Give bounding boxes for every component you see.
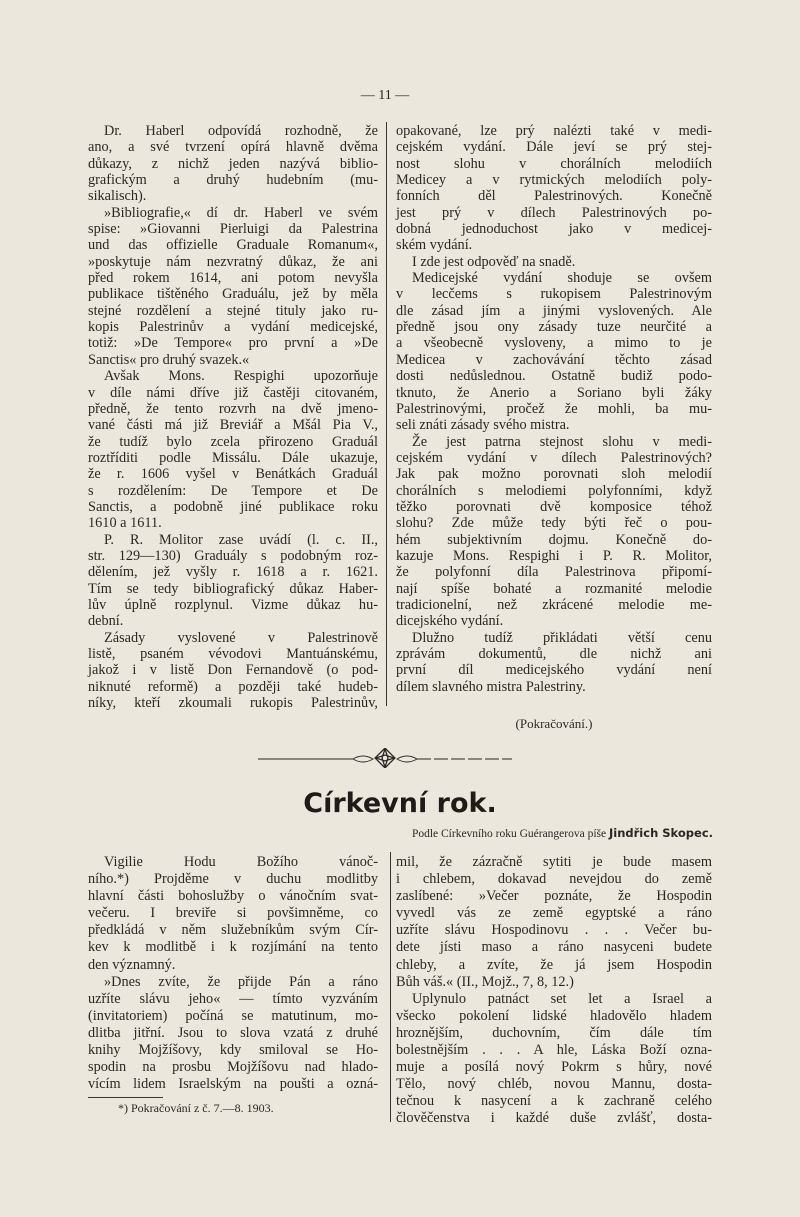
text-line: dicejského vydání. [396,613,504,630]
text-line: dle zásad jím a jinými vyslovených. Ale [396,302,712,319]
text-line: vyvedl vás ze země egyptské a ráno [396,905,712,922]
paragraph [88,974,378,1094]
text-line: zaslíbené: »Večer poznáte, že Hospodin [396,888,712,905]
text-line: ano, a své tvrzení opírá hlavně dvěma [88,139,378,156]
paragraph [88,630,378,712]
text-line: Avšak Mons. Respighi upozorňuje [104,368,378,385]
continued-note: (Pokračování.) [515,716,593,731]
text-line: knihy Mojžíšovy, kdy smiloval se Ho- [88,1042,378,1059]
text-line: dosti nedůslednou. Ostatně budiž podo- [396,368,712,385]
text-line: v lecčems s rukopisem Palestrinovým [396,286,712,303]
text-line: Dr. Haberl odpovídá rozhodně, že [104,123,378,139]
text-line: dílem slavného mistra Palestriny. [396,678,586,695]
text-line: den významný. [88,956,176,973]
article-byline [213,826,713,840]
text-line: s rozdělením: De Tempore et De [88,482,378,499]
paragraph [88,532,378,630]
text-line: i chlebem, dokavad nevejdou do země [396,871,712,888]
text-line: Tělo, nový chléb, novou Mannu, dosta- [396,1076,712,1093]
text-line: slohu? Zde může tedy býti řeč o pou- [396,515,712,532]
text-line: 1610 a 1611. [88,515,162,532]
paragraph [88,854,378,974]
text-line: chorálních s melodiemi polyfonními, když [396,482,712,499]
text-line: mil, že zázračně sytiti je bude masem [396,854,712,870]
text-line: und das offizielle Graduale Romanum«, [88,237,378,254]
text-line: dební. [88,613,124,630]
text-line: tradicionelní, než zkrácené melodie me- [396,596,712,613]
paragraph [88,205,378,368]
text-line: Uplynulo patnáct set let a Israel a [412,990,712,1007]
text-line: roztříditi podle Missálu. Dále ukazuje, [88,449,378,466]
paragraph [396,630,712,695]
text-line: »Bibliografie,« dí dr. Haberl ve svém [104,204,378,221]
text-line: spodin na prosbu Mojžíšovu nad hlado- [88,1059,378,1076]
text-line: hroznějším, duchovním, čím dále tím [396,1024,712,1041]
paragraph [396,254,712,270]
text-line: cejském vydání. Dále jeví se prý stej- [396,139,712,156]
upper-right-column [396,123,712,695]
text-line: důkazy, z nichž jeden nazývá biblio- [88,155,378,172]
article-subtitle: Podle Církevního roku Guérangerova píše [411,828,607,840]
paragraph [88,368,378,531]
text-line: člověčenstva i každé duše zvlášť, dosta- [396,1110,712,1127]
text-line: uzříte slávu Hospodinovu . . . Večer bu- [396,922,712,939]
ornament-divider [258,748,512,768]
text-line: první díl medicejského vydání není [396,662,712,679]
lower-left-column [88,854,378,1093]
text-line: nost slohu v chorálních melodiích [396,155,712,172]
text-line: večeru. I breviře si povšimněme, co [88,905,378,922]
text-line: Bůh váš.« (II., Mojž., 7, 8, 12.) [396,973,574,990]
article-title: Církevní rok. [303,788,497,819]
text-line: niknuté reformě) a později také hudeb- [88,678,378,695]
text-line: že r. 1606 vyšel v Benátkách Graduál [88,466,378,483]
text-line: Palestrinovými, pročež že mohli, ba mu- [396,400,712,417]
text-line: cejském vydání v dílech Palestrinových? [396,449,712,466]
paragraph [396,854,712,991]
footnote: *) Pokračování z č. 7.—8. 1903. [118,1101,274,1115]
text-line: str. 129—130) Graduály s podobným roz- [88,547,378,564]
text-line: předně, že tento rozvrh na dvě jmeno- [88,400,378,417]
text-line: stejné rozdělení a stejné tituly jako ru- [88,302,378,319]
paragraph [396,434,712,630]
text-line: Medicejské vydání shoduje se ovšem [412,270,712,287]
text-line: vané části má již Breviář a Mšál Pia V., [88,417,378,434]
text-line: že tudíž bylo zcela přirozeno Graduál [88,433,378,450]
column-divider [386,122,387,706]
text-line: před rokem 1614, ani potom nevyšla [88,270,378,287]
text-line: jakož i v listě Don Fernandově (o pod- [88,662,378,679]
text-line: Medicey a v rytmických melodiích poly- [396,172,712,189]
text-line: všecko pokolení lidské hladovělo hladem [396,1007,712,1024]
text-line: nají spíše bohaté a rozmanité melodie [396,580,712,597]
text-line: předně jsou ony zásady tuze neurčité a [396,319,712,336]
lower-right-column [396,854,712,1128]
upper-left-column [88,123,378,711]
text-line: tknuto, že Anerio a Soriano byli žáky [396,384,712,401]
text-line: fonních děl Palestrinových. Konečně [396,188,712,205]
text-line: I zde jest odpověď na snadě. [412,253,576,270]
text-line: Že jest patrna stejnost slohu v medi- [412,433,712,450]
text-line: »Dnes zvíte, že přijde Pán a ráno [104,973,378,990]
text-line: jest prý v dílech Palestrinových po- [396,204,712,221]
text-line: (invitatoriem) počíná se matutinum, mo- [88,1007,378,1024]
text-line: že polyfonní díla Palestrinova připomí- [396,564,712,581]
text-line: a všeobecně vysloveny, a mimo to je [396,335,712,352]
text-line: grafickým a druhý hudebním (mu- [88,172,378,189]
text-line: spise: »Giovanni Pierluigi da Palestrina [88,221,378,238]
text-line: P. R. Molitor zase uvádí (l. c. II., [104,531,378,548]
text-line: dete jísti maso a ráno nasyceni budete [396,939,712,956]
text-line: Zásady vyslovené v Palestrinově [104,629,378,646]
text-line: »poskytuje nám nezvratný důkaz, že ani [88,253,378,270]
paragraph [396,270,712,433]
text-line: vícím lidem Israelským na poušti a ozná- [88,1076,378,1093]
text-line: seli znáti zásady svého mistra. [396,417,570,434]
footnote-rule [88,1097,163,1098]
text-line: kazuje Mons. Respighi i P. R. Molitor, [396,547,712,564]
text-line: Dlužno tudíž přikládati větší cenu [412,629,712,646]
text-line: lův úplně rozplynul. Vizme důkaz hu- [88,596,378,613]
page-number: — 11 — [360,88,410,103]
text-line: níky, kteří zkoumali rukopis Palestrinův, [88,695,378,712]
text-line: dlitba jitřní. Jsou to slova vzatá z druhé [88,1024,378,1041]
text-line: Jak pak možno porovnati sloh melodií [396,466,712,483]
text-line: Tím se tedy bibliografický důkaz Haber- [88,580,378,597]
text-line: těžko porovnati dvě komposice téhož [396,498,712,515]
text-line: muje a posílá nový Pokrm s hůry, nové [396,1059,712,1076]
text-line: Sanctis« pro druhý svazek.« [88,351,250,368]
text-line: publikace tištěného Graduálu, jež by měla [88,286,378,303]
text-line: bolestnějším . . . A hle, Láska Boží ozna- [396,1042,712,1059]
text-line: dělením, jež vyšly r. 1618 a r. 1621. [88,564,378,581]
text-line: dobná jednoduchost jako v medicej- [396,221,712,238]
text-line: sikalisch). [88,188,147,205]
paragraph [396,123,712,254]
text-line: hlavní části bohoslužby o vánočním svat- [88,888,378,905]
text-line: tečnou k nasycení a k zachraně celého [396,1093,712,1110]
text-line: kev k modlitbě i k rozjímání na tento [88,939,378,956]
text-line: totiž: »De Tempore« pro první a »De [88,335,378,352]
text-line: Sanctis, a podobně jiné publikace roku [88,498,378,515]
text-line: v díle námi dříve již častěji citovaném, [88,384,378,401]
text-line: předkládá v něm služebníkům svým Cír- [88,922,378,939]
text-line: uzříte slávu jeho« — tímto vyzváním [88,990,378,1007]
text-line: opakované, lze prý nalézti také v medi- [396,123,712,139]
column-divider-lower [390,852,391,1122]
text-line: listě, psaném vévodovi Mantuánskému, [88,646,378,662]
text-line: ském vydání. [396,237,473,254]
text-line: kopis Palestrinův a vydání medicejské, [88,319,378,336]
paragraph [396,991,712,1128]
text-line: ního.*) Projděme v duchu modlitby [88,871,378,888]
text-line: Vigilie Hodu Božího vánoč- [104,854,378,870]
paragraph [88,123,378,205]
text-line: Medicea v zachovávání těchto zásad [396,351,712,368]
article-author: Jindřich Skopec. [609,826,713,840]
text-line: zprávám dokumentů, dle nichž ani [396,646,712,662]
text-line: hém subjektivním dojmu. Konečně do- [396,531,712,548]
text-line: chleby, a zvíte, že já jsem Hospodin [396,956,712,973]
